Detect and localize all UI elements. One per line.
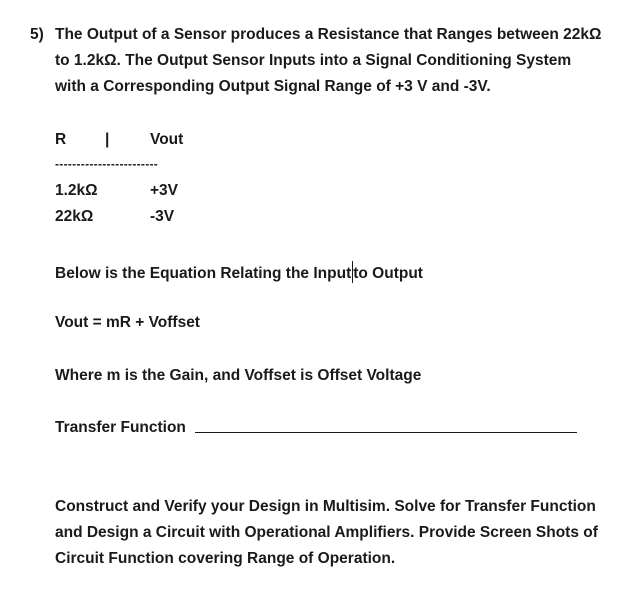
equation-intro-part-2: to Output [353, 265, 423, 282]
instructions-line-3: Circuit Function covering Range of Operation. [55, 550, 396, 567]
table-row-1-vout: +3V [150, 182, 179, 199]
table-row-1-r: 1.2kΩ [55, 182, 98, 199]
where-text: Where m is the Gain, and Voffset is Offset Voltage [55, 367, 422, 384]
equation-intro-part-1: Below is the Equation Relating the Input [55, 265, 352, 282]
question-line-3: with a Corresponding Output Signal Range of +3 V and -3V. [55, 78, 491, 95]
instructions-line-1: Construct and Verify your Design in Multisim. Solve for Transfer Function [55, 498, 596, 515]
equation-intro [55, 261, 423, 284]
table-divider: ------------------------ [55, 157, 159, 171]
transfer-function-label: Transfer Function [55, 419, 186, 436]
table-header-vout: Vout [150, 131, 184, 148]
instructions-line-2: and Design a Circuit with Operational Amplifiers. Provide Screen Shots of [55, 524, 598, 541]
table-row-2-r: 22kΩ [55, 208, 94, 225]
table-row-2-vout: -3V [150, 208, 175, 225]
table-header-separator: | [105, 131, 110, 148]
table-header-r: R [55, 131, 67, 148]
question-line-2: to 1.2kΩ. The Output Sensor Inputs into a Signal Conditioning System [55, 52, 572, 69]
question-number: 5) [30, 26, 44, 43]
equation: Vout = mR + Voffset [55, 314, 200, 331]
transfer-function-answer-line [195, 432, 577, 433]
question-line-1: The Output of a Sensor produces a Resistance that Ranges between 22kΩ [55, 26, 602, 43]
